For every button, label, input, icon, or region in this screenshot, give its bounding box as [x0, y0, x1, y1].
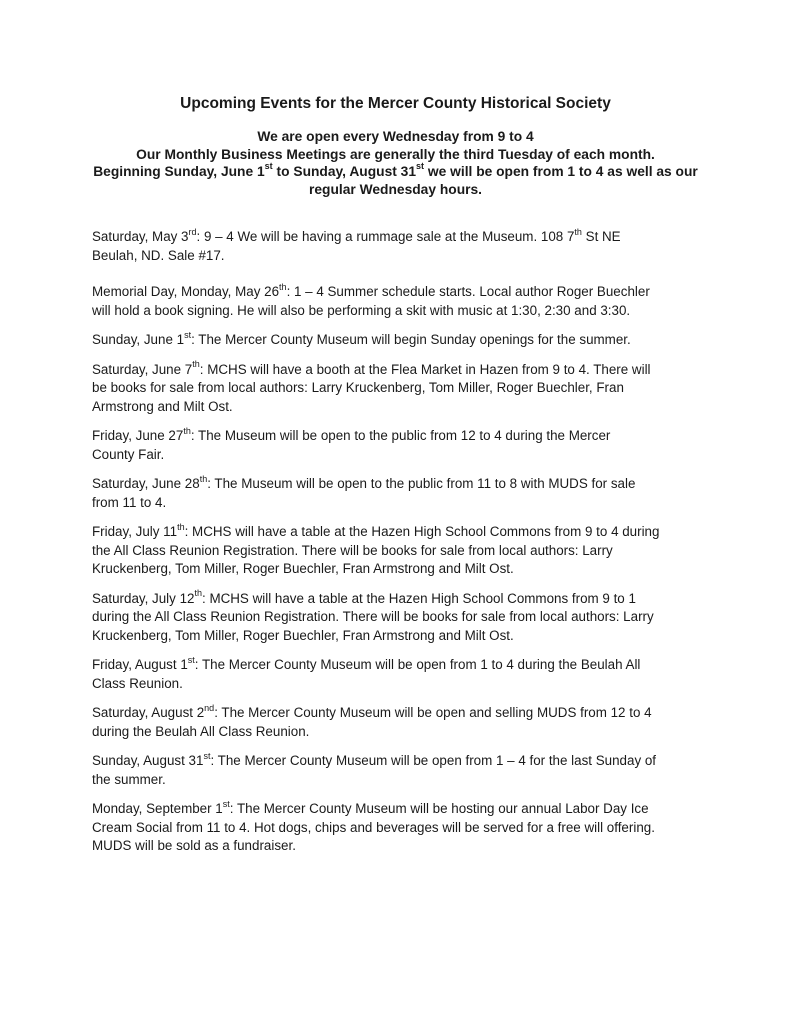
event-date: Sunday, June 1: [92, 332, 185, 347]
page-title: Upcoming Events for the Mercer County Historical Society: [180, 95, 611, 112]
intro-text: Beginning Sunday, June 1: [93, 164, 265, 179]
event-item-july-11: [92, 523, 712, 579]
event-line: [92, 475, 712, 494]
event-line: be books for sale from local authors: Larry Kruckenberg, Tom Miller, Roger Buechler, Fran: [92, 380, 624, 395]
event-item-june-1: [92, 331, 712, 350]
event-line: [92, 590, 712, 609]
event-text: St NE: [581, 229, 621, 244]
intro-line-regular-hours: regular Wednesday hours.: [308, 181, 483, 197]
event-date: Saturday, August 2: [92, 705, 205, 720]
event-line: [92, 800, 712, 819]
event-line: [92, 523, 712, 542]
event-item-july-12: [92, 590, 712, 646]
event-text: : MCHS will have a table at the Hazen High School Commons from 9 to 4 during: [184, 524, 660, 539]
intro-line-meetings: Our Monthly Business Meetings are generally the third Tuesday of each month.: [136, 146, 655, 162]
event-date: Friday, July 11: [92, 524, 178, 539]
event-text: : MCHS will have a table at the Hazen High School Commons from 9 to 1: [202, 590, 636, 606]
event-date: Saturday, June 28: [92, 476, 200, 491]
event-line: the All Class Reunion Registration. There will be books for sale from local authors: Larry: [92, 542, 613, 558]
event-line: from 11 to 4.: [92, 494, 167, 510]
event-date: Sunday, August 31: [92, 753, 204, 768]
event-date: Friday, June 27: [92, 428, 184, 443]
event-line: Armstrong and Milt Ost.: [92, 398, 233, 414]
event-line: will hold a book signing. He will also be performing a skit with music at 1:30, 2:30 and 3:30.: [92, 302, 631, 318]
event-text: : The Mercer County Museum will begin Sunday openings for the summer.: [191, 332, 631, 347]
event-item-may-3: [92, 228, 712, 265]
ordinal-suffix: st: [203, 750, 211, 761]
event-line: the summer.: [92, 771, 166, 787]
ordinal-suffix: th: [192, 359, 200, 370]
ordinal-suffix: nd: [204, 702, 215, 713]
event-line: [92, 427, 712, 446]
event-date: Saturday, July 12: [92, 590, 195, 606]
event-line: [92, 331, 712, 350]
intro-text: to Sunday, August 31: [272, 164, 417, 179]
event-line: Class Reunion.: [92, 675, 183, 691]
event-item-june-7: [92, 361, 712, 417]
event-item-june-28: [92, 475, 712, 512]
ordinal-suffix: st: [184, 329, 192, 340]
event-date: Saturday, May 3: [92, 229, 189, 244]
ordinal-suffix: th: [199, 473, 208, 484]
intro-block: [70, 128, 721, 198]
event-item-june-27: [92, 427, 712, 464]
event-text: : The Mercer County Museum will be hosting our annual Labor Day Ice: [229, 801, 649, 816]
event-date: Memorial Day, Monday, May 26: [92, 284, 280, 299]
event-text: : The Museum will be open to the public from 11 to 8 with MUDS for sale: [207, 476, 636, 491]
ordinal-suffix: st: [222, 798, 230, 809]
event-item-september-1: [92, 800, 712, 856]
event-line: [92, 752, 712, 771]
ordinal-suffix: th: [194, 588, 202, 599]
event-item-august-1: [92, 656, 712, 693]
event-line: Beulah, ND. Sale #17.: [92, 247, 225, 263]
event-line: County Fair.: [92, 446, 165, 462]
ordinal-suffix: th: [279, 281, 287, 292]
event-line: Kruckenberg, Tom Miller, Roger Buechler, Fran Armstrong and Milt Ost.: [92, 561, 514, 576]
event-date: Saturday, June 7: [92, 361, 193, 377]
ordinal-suffix: st: [264, 161, 273, 172]
event-text: : The Mercer County Museum will be open from 1 – 4 for the last Sunday of: [210, 753, 657, 768]
event-item-may-26: [92, 283, 712, 320]
event-line: Cream Social from 11 to 4. Hot dogs, chips and beverages will be served for a free will offering.: [92, 819, 655, 835]
ordinal-suffix: th: [183, 425, 191, 436]
ordinal-suffix: rd: [188, 226, 197, 237]
event-date: Friday, August 1: [92, 657, 188, 672]
intro-line-hours: We are open every Wednesday from 9 to 4: [257, 129, 534, 144]
event-text: : The Museum will be open to the public from 12 to 4 during the Mercer: [190, 428, 611, 443]
ordinal-suffix: th: [177, 521, 185, 532]
event-list: [92, 228, 712, 856]
event-date: Monday, September 1: [92, 801, 223, 816]
intro-text: we will be open from 1 to 4 as well as our: [424, 164, 698, 179]
event-line: [92, 361, 712, 380]
event-item-august-2: [92, 704, 712, 741]
event-line: [92, 228, 712, 247]
event-text: : 1 – 4 Summer schedule starts. Local author Roger Buechler: [286, 284, 650, 299]
event-line: during the All Class Reunion Registration. There will be books for sale from local authors: Larry: [92, 609, 654, 624]
event-line: MUDS will be sold as a fundraiser.: [92, 838, 296, 853]
event-line: Kruckenberg, Tom Miller, Roger Buechler, Fran Armstrong and Milt Ost.: [92, 627, 514, 643]
ordinal-suffix: st: [416, 161, 425, 172]
event-item-august-31: [92, 752, 712, 789]
ordinal-suffix: st: [187, 654, 195, 665]
event-text: : The Mercer County Museum will be open from 1 to 4 during the Beulah All: [194, 657, 641, 672]
event-line: during the Beulah All Class Reunion.: [92, 723, 310, 739]
event-line: [92, 656, 712, 675]
intro-line-summer: [70, 163, 721, 181]
event-text: : MCHS will have a booth at the Flea Market in Hazen from 9 to 4. There will: [199, 361, 651, 377]
event-line: [92, 283, 712, 302]
event-text: : 9 – 4 We will be having a rummage sale at the Museum. 108 7: [196, 229, 575, 244]
event-text: : The Mercer County Museum will be open and selling MUDS from 12 to 4: [214, 705, 652, 720]
ordinal-suffix: th: [574, 226, 582, 237]
event-line: [92, 704, 712, 723]
